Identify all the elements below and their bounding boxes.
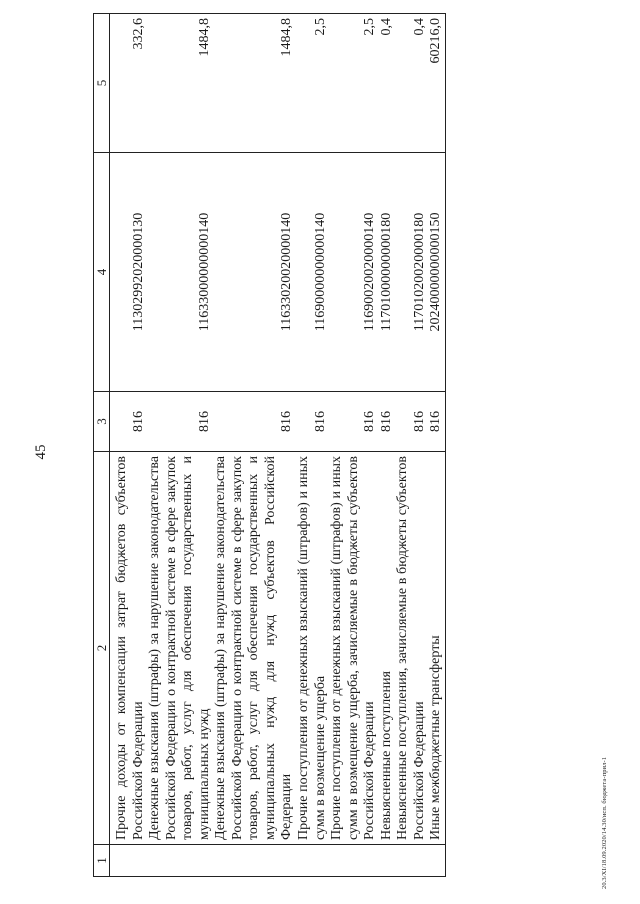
row-budget-code-cell: 11690020020000140 — [329, 153, 379, 392]
header-col-1: 1 — [94, 845, 110, 877]
row-number-cell — [147, 845, 213, 877]
table-row — [213, 14, 296, 877]
row-amount-cell: 1484,8 — [213, 14, 296, 153]
header-col-2: 2 — [94, 452, 110, 845]
table-row — [296, 14, 329, 877]
row-number-cell — [296, 845, 329, 877]
table-row — [428, 14, 445, 877]
header-col-3: 3 — [94, 392, 110, 452]
row-name-cell: Денежные взыскания (штрафы) за нарушение законодательства Российской Федерации о контрактной системе в сфере закупок товаров, работ, услуг для обеспечения государственных и муниципальных нужд для нужд субъектов Российской Федерации — [213, 452, 296, 845]
row-name-cell: Невыясненные поступления — [379, 452, 396, 845]
table-row — [147, 14, 213, 877]
row-number-cell — [395, 845, 428, 877]
header-col-5: 5 — [94, 14, 110, 153]
row-admin-code-cell: 816 — [379, 392, 396, 452]
row-number-cell — [379, 845, 396, 877]
row-amount-cell: 0,4 — [395, 14, 428, 153]
table-row — [379, 14, 396, 877]
document-reference-note: 20.3/XI/18.09.2020/14.30/исп. бюджета-прил-1 — [601, 756, 608, 889]
row-amount-cell: 2,5 — [329, 14, 379, 153]
row-name-cell: Прочие поступления от денежных взысканий (штрафов) и иных сумм в возмещение ущерба — [296, 452, 329, 845]
row-admin-code-cell: 816 — [147, 392, 213, 452]
row-budget-code-cell: 11701020020000180 — [395, 153, 428, 392]
table-row — [110, 14, 148, 877]
row-number-cell — [213, 845, 296, 877]
header-col-4: 4 — [94, 153, 110, 392]
row-budget-code-cell: 11701000000000180 — [379, 153, 396, 392]
row-amount-cell: 1484,8 — [147, 14, 213, 153]
row-name-cell: Иные межбюджетные трансферты — [428, 452, 445, 845]
row-amount-cell: 2,5 — [296, 14, 329, 153]
row-budget-code-cell: 20240000000000150 — [428, 153, 445, 392]
row-budget-code-cell: 11302992020000130 — [110, 153, 148, 392]
row-number-cell — [329, 845, 379, 877]
table-row — [395, 14, 428, 877]
row-name-cell: Прочие доходы от компенсации затрат бюджетов субъектов Российской Федерации — [110, 452, 148, 845]
row-budget-code-cell: 11633000000000140 — [147, 153, 213, 392]
row-amount-cell: 60216,0 — [428, 14, 445, 153]
row-admin-code-cell: 816 — [296, 392, 329, 452]
page-number: 45 — [33, 444, 49, 460]
row-admin-code-cell: 816 — [213, 392, 296, 452]
row-admin-code-cell: 816 — [428, 392, 445, 452]
row-admin-code-cell: 816 — [329, 392, 379, 452]
budget-table — [93, 13, 446, 877]
row-admin-code-cell: 816 — [110, 392, 148, 452]
row-budget-code-cell: 11633020020000140 — [213, 153, 296, 392]
row-name-cell: Прочие поступления от денежных взысканий (штрафов) и иных сумм в возмещение ущерба, зачисляемые в бюджеты субъектов Российской Федерации — [329, 452, 379, 845]
row-budget-code-cell: 11690000000000140 — [296, 153, 329, 392]
table-header-row — [94, 14, 110, 877]
row-amount-cell: 332,6 — [110, 14, 148, 153]
table-row — [329, 14, 379, 877]
row-name-cell: Денежные взыскания (штрафы) за нарушение законодательства Российской Федерации о контрактной системе в сфере закупок товаров, работ, услуг для обеспечения государственных и муниципальных нужд — [147, 452, 213, 845]
row-name-cell: Невыясненные поступления, зачисляемые в бюджеты субъектов Российской Федерации — [395, 452, 428, 845]
row-admin-code-cell: 816 — [395, 392, 428, 452]
row-amount-cell: 0,4 — [379, 14, 396, 153]
row-number-cell — [428, 845, 445, 877]
row-number-cell — [110, 845, 148, 877]
